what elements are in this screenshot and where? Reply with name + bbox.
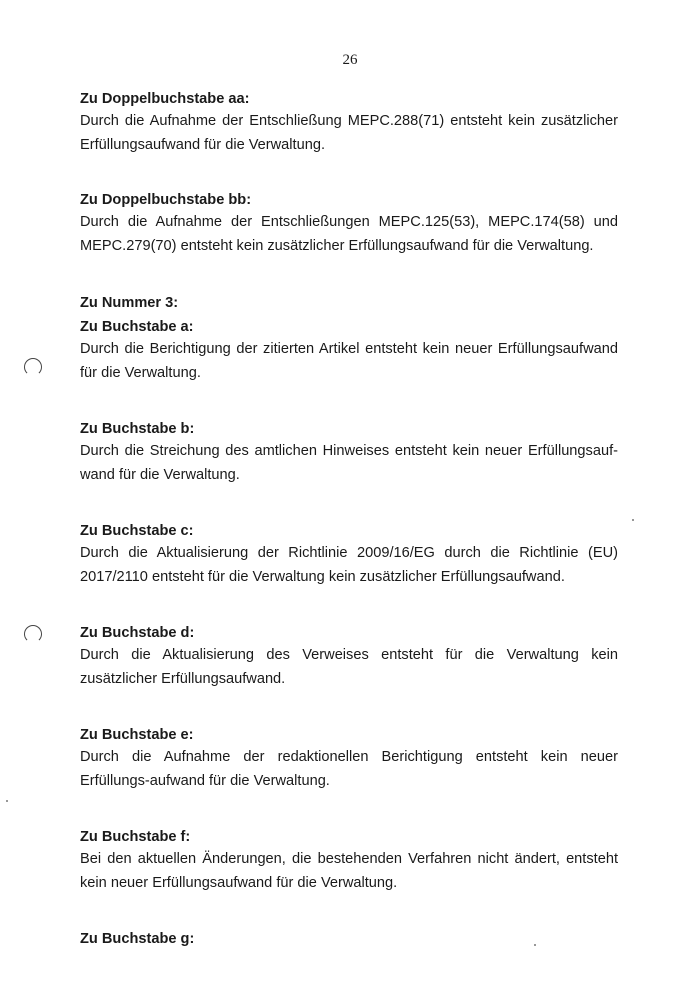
section-heading: Zu Buchstabe c: [80, 523, 194, 539]
scan-speck [632, 519, 634, 521]
section-buchstabe-b [80, 419, 618, 487]
section-buchstabe-g [80, 929, 618, 949]
section-doppelbuchstabe-aa [80, 89, 618, 157]
section-heading: Zu Buchstabe e: [80, 727, 194, 743]
section-paragraph: Durch die Aufnahme der Entschließungen MEPC.125(53), MEPC.174(58) und MEPC.279(70) entsteht kein zusätzlicher Erfüllungsaufwand für die Verwaltung. [80, 214, 618, 254]
section-buchstabe-e [80, 725, 618, 793]
punch-hole-mark [24, 625, 42, 643]
section-paragraph: Bei den aktuellen Änderungen, die bestehenden Verfahren nicht ändert, entsteht kein neuer Erfüllungsaufwand für die Verwaltung. [80, 851, 618, 891]
section-paragraph: Durch die Streichung des amtlichen Hinweises entsteht kein neuer Erfüllungsauf-wand für die Verwaltung. [80, 443, 618, 483]
section-heading: Zu Buchstabe b: [80, 421, 195, 437]
section-heading: Zu Buchstabe f: [80, 829, 191, 845]
scan-speck [6, 800, 8, 802]
section-heading: Zu Doppelbuchstabe bb: [80, 192, 252, 208]
section-paragraph: Durch die Aktualisierung der Richtlinie 2009/16/EG durch die Richtlinie (EU) 2017/2110 entsteht für die Verwaltung kein zusätzlicher Erfüllungsaufwand. [80, 545, 618, 585]
section-buchstabe-a [80, 317, 618, 385]
section-heading: Zu Buchstabe g: [80, 931, 195, 947]
section-heading: Zu Doppelbuchstabe aa: [80, 91, 250, 107]
section-paragraph: Durch die Aufnahme der redaktionellen Berichtigung entsteht kein neuer Erfüllungs-aufwand für die Verwaltung. [80, 749, 618, 789]
section-nummer-3 [80, 293, 618, 313]
section-paragraph: Durch die Aktualisierung des Verweises entsteht für die Verwaltung kein zusätzlicher Erfüllungsaufwand. [80, 647, 618, 687]
section-paragraph: Durch die Berichtigung der zitierten Artikel entsteht kein neuer Erfüllungsaufwand für die Verwaltung. [80, 341, 618, 381]
section-buchstabe-d [80, 623, 618, 691]
document-body [80, 89, 618, 949]
punch-hole-mark [24, 358, 42, 376]
section-heading: Zu Buchstabe d: [80, 625, 195, 641]
page-number: 26 [342, 52, 358, 68]
section-heading: Zu Buchstabe a: [80, 319, 194, 335]
section-buchstabe-f [80, 827, 618, 895]
section-buchstabe-c [80, 521, 618, 589]
section-doppelbuchstabe-bb [80, 190, 618, 258]
scan-speck [534, 944, 536, 946]
section-heading: Zu Nummer 3: [80, 295, 179, 311]
section-paragraph: Durch die Aufnahme der Entschließung MEPC.288(71) entsteht kein zusätzlicher Erfüllungsaufwand für die Verwaltung. [80, 113, 618, 153]
